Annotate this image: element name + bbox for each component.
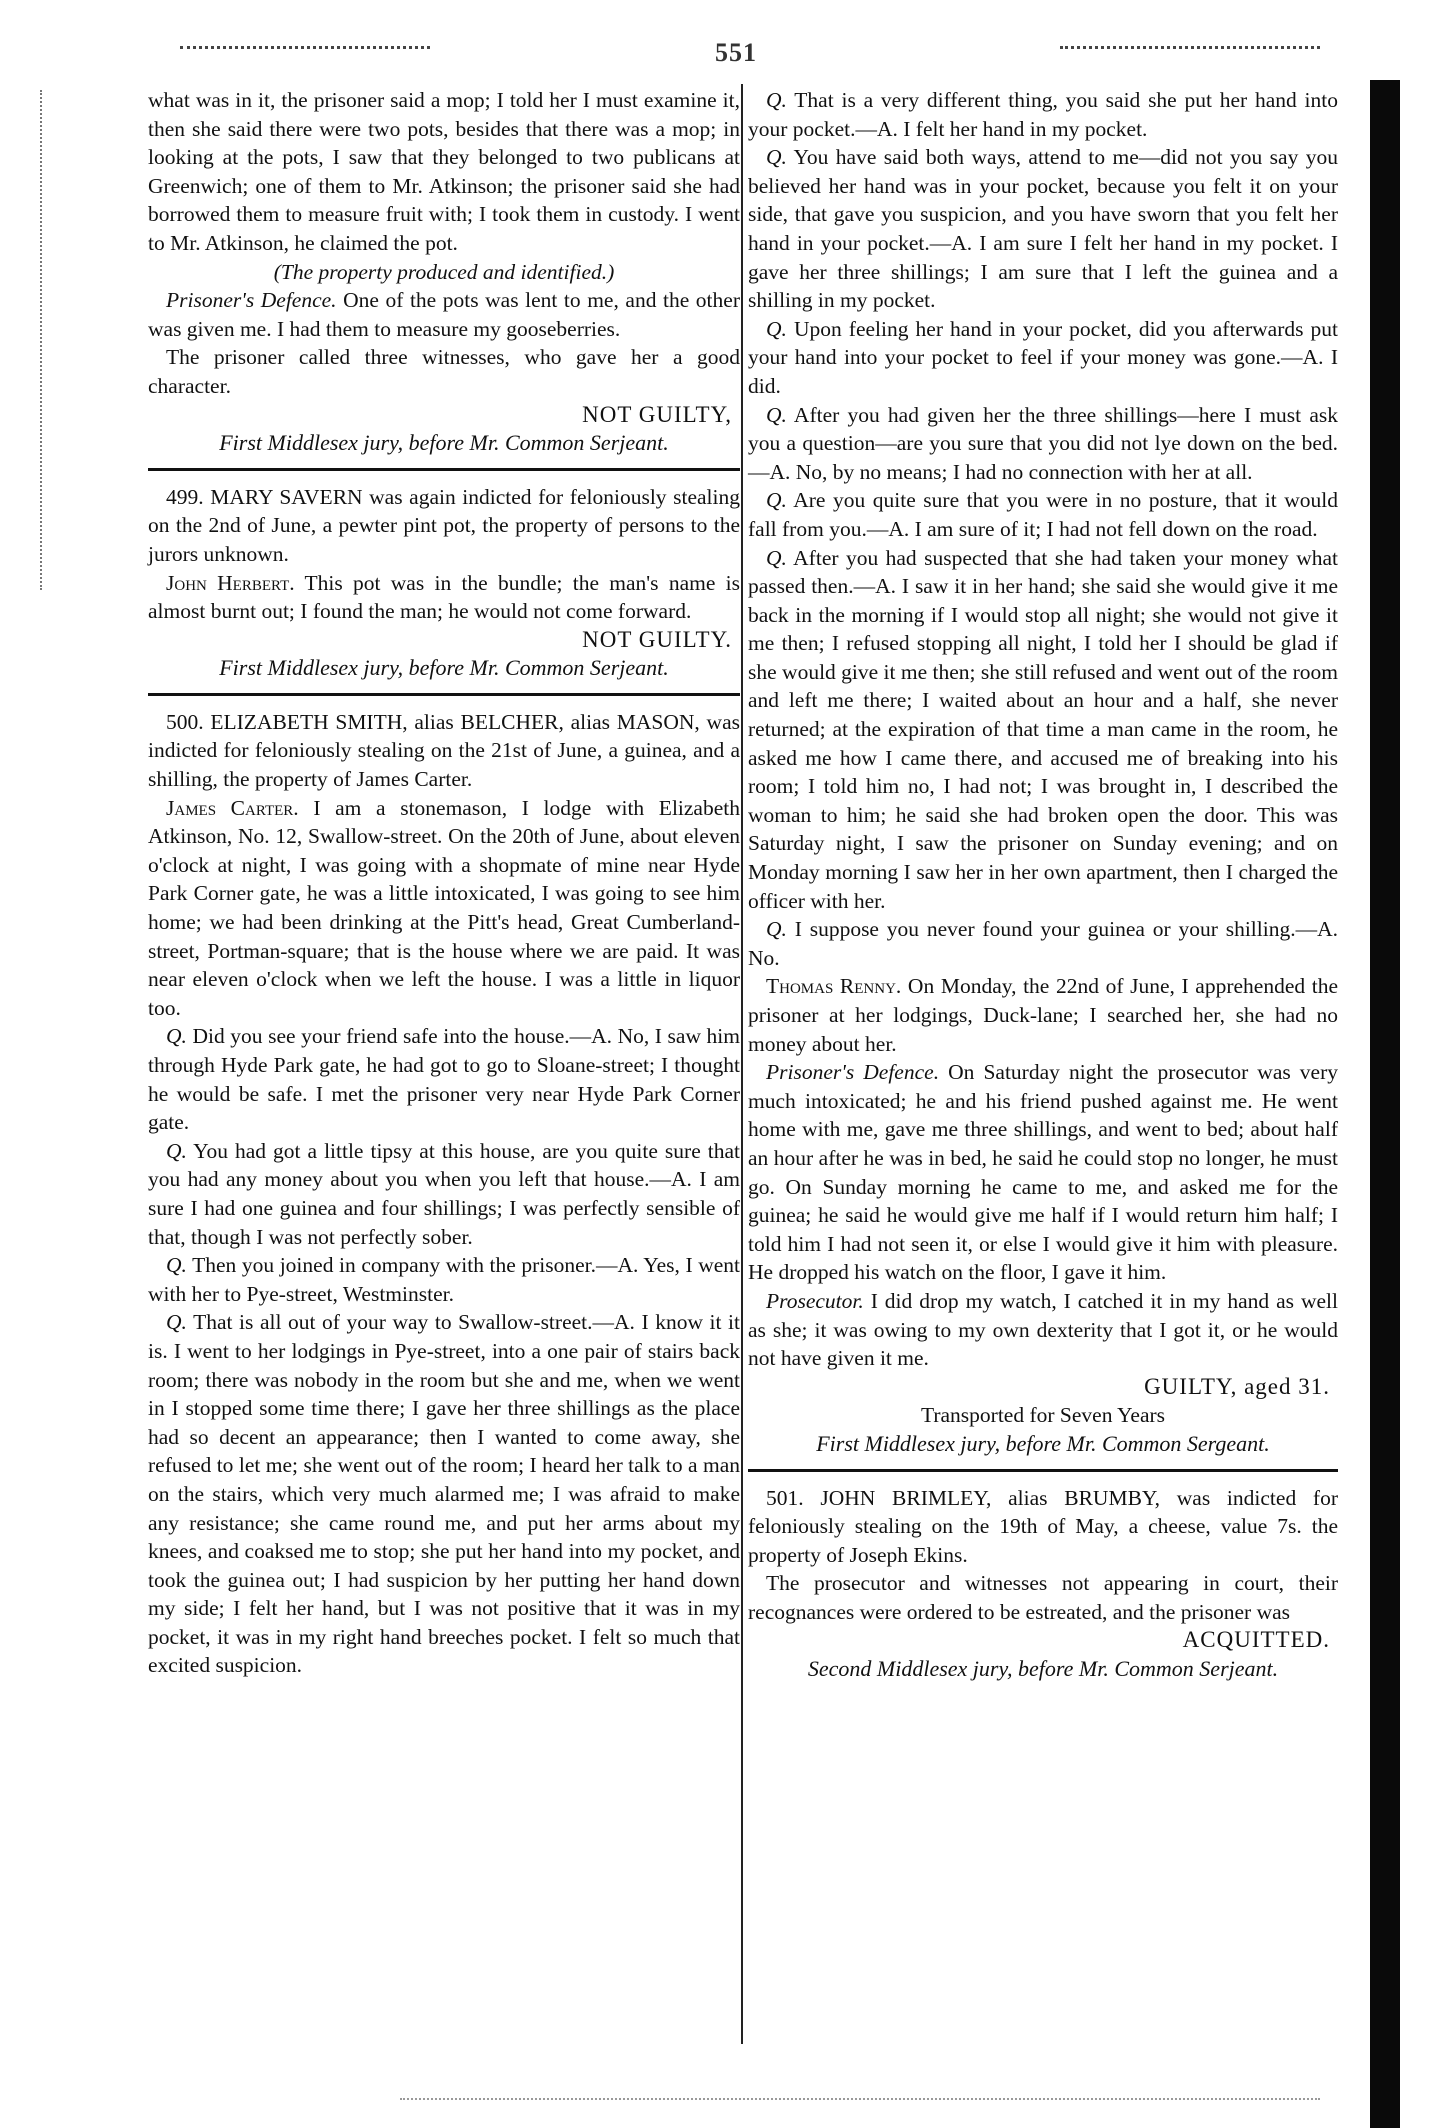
section-separator — [748, 1469, 1338, 1472]
paragraph-text: That is all out of your way to Swallow-street.—A. I know it it is. I went to her lodgings in Pye-street, into a one pair of stairs back room; there was nobody in the room but she and me, when we went in I stopped some time there; I gave her three shillings as the place had so decent an appearance; then I wanted to come away, she refused to let me; she went out of the room; I heard her talk to a man on the stairs, which very much alarmed me; I was afraid to make any resistance; she came round me, and put her arms about my knees, and coaksed me to stop; she put her hand into my pocket, and took the guinea out; I had suspicion by her putting her hand down my side; I felt her hand, but I was not positive that it was in my pocket, it was in my right hand breeches pocket. I felt so much that excited suspicion. — [148, 1310, 740, 1678]
page-header — [170, 38, 1330, 72]
paragraph — [148, 1022, 740, 1136]
paragraph-text: NOT GUILTY, — [582, 401, 732, 427]
paragraph-text: Then you joined in company with the prisoner.—A. Yes, I went with her to Pye-street, Westminster. — [148, 1253, 740, 1306]
header-running-title-left — [180, 46, 430, 59]
paragraph — [748, 1401, 1338, 1430]
paragraph — [148, 1308, 740, 1680]
paragraph-text: Second Middlesex jury, before Mr. Common Serjeant. — [807, 1656, 1279, 1682]
paragraph — [148, 343, 740, 400]
paragraph-text: Did you see your friend safe into the house.—A. No, I saw him through Hyde Park gate, he had got to go to Sloane-street; I thought he would be safe. I met the prisoner very near Hyde Park Corner gate. — [148, 1024, 740, 1135]
margin-marks — [40, 90, 46, 590]
paragraph-text: Upon feeling her hand in your pocket, did you afterwards put your hand into your pocket to feel if your money was gone.—A. I did. — [748, 316, 1338, 398]
paragraph-text: This pot was in the bundle; the man's name is almost burnt out; I found the man; he would not come forward. — [148, 570, 740, 624]
verdict — [148, 401, 740, 430]
speaker-label: John Herbert. — [166, 570, 295, 595]
paragraph-text: First Middlesex jury, before Mr. Common Serjeant. — [219, 655, 669, 681]
jury-note — [148, 654, 740, 683]
speaker-label: Prisoner's Defence. — [766, 1060, 940, 1085]
paragraph-text: 500. ELIZABETH SMITH, alias BELCHER, alias MASON, was indicted for feloniously stealing on the 21st of June, a guinea, and a shilling, the property of James Carter. — [148, 709, 740, 792]
left-column — [148, 86, 740, 1680]
jury-note — [148, 429, 740, 458]
paragraph-text: On Monday, the 22nd of June, I apprehended the prisoner at her lodgings, Duck-lane; I searched her, she had no money about her. — [748, 974, 1338, 1056]
paragraph — [148, 794, 740, 1023]
paragraph-text: You had got a little tipsy at this house, are you quite sure that you had any money about you when you left that house.—A. I am sure I had one guinea and four shillings; I was perfectly sensible of that, though I was not perfectly sober. — [148, 1138, 740, 1249]
paragraph — [748, 1569, 1338, 1626]
paragraph-text: 501. JOHN BRIMLEY, alias BRUMBY, was indicted for feloniously stealing on the 19th of May, a cheese, value 7s. the property of Joseph Ekins. — [748, 1485, 1338, 1567]
speaker-label: Q. — [766, 545, 787, 570]
paragraph — [148, 708, 740, 794]
paragraph — [148, 86, 740, 258]
speaker-label: Q. — [766, 88, 787, 112]
paragraph-text: After you had given her the three shillings—here I must ask you a question—are you sure that you did not lye down on the bed.—A. No, by no means; I had no connection with her at all. — [748, 402, 1338, 484]
header-running-title-right — [1060, 46, 1320, 59]
paragraph-text: On Saturday night the prosecutor was very much intoxicated; he and his friend pushed against me. He went home with me, gave me three shillings, and went to bed; about half an hour after he was in bed, he said he could stop no longer, he must go. On Sunday morning he came to me, and asked me for the guinea; he said he would give me half if I would return him half; I told him I had not seen it, or else I would give it him with pleasure. He dropped his watch on the floor, I gave it him. — [748, 1060, 1338, 1285]
paragraph — [748, 315, 1338, 401]
section-separator — [148, 693, 740, 696]
speaker-label: Thomas Renny. — [766, 974, 902, 999]
jury-note — [748, 1430, 1338, 1459]
section-separator — [148, 468, 740, 471]
speaker-label: Q. — [166, 1138, 187, 1163]
speaker-label: Q. — [166, 1253, 187, 1278]
speaker-label: Prisoner's Defence. — [166, 288, 337, 313]
paragraph-text: First Middlesex jury, before Mr. Common Sergeant. — [816, 1430, 1270, 1456]
jury-note — [748, 1655, 1338, 1684]
paragraph-text: One of the pots was lent to me, and the other was given me. I had them to measure my gooseberries. — [148, 288, 740, 341]
paragraph-text: I suppose you never found your guinea or your shilling.—A. No. — [748, 917, 1338, 970]
verdict — [748, 1373, 1338, 1402]
scan-noise — [400, 2098, 1320, 2108]
paragraph — [748, 915, 1338, 972]
paragraph — [148, 1137, 740, 1251]
paragraph-text: The prisoner called three witnesses, who gave her a good character. — [148, 345, 740, 398]
paragraph — [748, 1287, 1338, 1373]
speaker-label: Q. — [166, 1310, 187, 1335]
paragraph — [748, 1058, 1338, 1287]
page-edge-shadow — [1370, 80, 1400, 2128]
paragraph — [748, 401, 1338, 487]
paragraph-text: First Middlesex jury, before Mr. Common Serjeant. — [219, 430, 669, 456]
paragraph — [148, 483, 740, 569]
speaker-label: Q. — [766, 316, 787, 341]
paragraph-text: Are you quite sure that you were in no posture, that it would fall from you.—A. I am sure of it; I had not fell down on the road. — [748, 488, 1338, 541]
paragraph-text: You have said both ways, attend to me—did not you say you believed her hand was in your pocket, because you felt it on your side, that gave you suspicion, and you have sworn that you felt her hand in your pocket.—A. I am sure I felt her hand in my pocket. I gave her three shillings; I am sure that I left the guinea and a shilling in my pocket. — [748, 145, 1338, 313]
paragraph — [148, 1251, 740, 1308]
paragraph-text: The prosecutor and witnesses not appearing in court, their recognances were ordered to be estreated, and the prisoner was — [748, 1571, 1338, 1624]
paragraph — [148, 286, 740, 343]
paragraph-text: I am a stonemason, I lodge with Elizabeth Atkinson, No. 12, Swallow-street. On the 20th of June, about eleven o'clock at night, I was going with a shopmate of mine near Hyde Park Corner gate, he was a little intoxicated, I was going to see him home; we had been drinking at the Pitt's head, Great Cumberland-street, Portman-square; that is the house where we are paid. It was near eleven o'clock when we left the house. I was a little in liquor too. — [148, 795, 740, 1020]
paragraph-text: Transported for Seven Years — [920, 1403, 1166, 1428]
speaker-label: Q. — [766, 145, 787, 170]
paragraph — [748, 972, 1338, 1058]
paragraph — [748, 1484, 1338, 1570]
speaker-label: James Carter. — [166, 795, 299, 820]
paragraph-text: 499. MARY SAVERN was again indicted for feloniously stealing on the 2nd of June, a pewter pint pot, the property of persons to the jurors unknown. — [148, 484, 740, 566]
paragraph-text: GUILTY, aged 31. — [1144, 1373, 1330, 1399]
speaker-label: Q. — [766, 488, 787, 513]
speaker-label: Prosecutor. — [766, 1288, 864, 1313]
paragraph — [148, 258, 740, 287]
page-number: 551 — [715, 38, 757, 67]
right-column — [748, 86, 1338, 1684]
column-divider — [741, 84, 743, 2044]
paragraph — [748, 143, 1338, 315]
paragraph-text: After you had suspected that she had taken your money what passed then.—A. I saw it in her hand; she said she would give it me back in the morning if I would stop all night; she would not give it me then; I refused stopping all night, I told her I should be glad if she would give it me then; she still refused and went out of the room and left me there; I waited about an hour and a half, she never returned; at the expiration of that time a man came in the room, he asked me how I came there, and accused me of breaking into his room; I told him no, I had not; I was brought in, I described the woman to him; he said she had broken open the door. This was Saturday night, I saw the prisoner on Sunday evening; and on Monday morning I saw her in her own apartment, then I charged the officer with her. — [748, 545, 1338, 913]
paragraph-text: what was in it, the prisoner said a mop; I told her I must examine it, then she said there were two pots, besides that there was a mop; in looking at the pots, I saw that they belonged to two publicans at Greenwich; one of them to Mr. Atkinson; the prisoner said she had borrowed them to measure fruit with; I took them in custody. I went to Mr. Atkinson, he claimed the pot. — [148, 88, 740, 255]
paragraph — [748, 86, 1338, 143]
verdict — [748, 1626, 1338, 1655]
paragraph — [748, 486, 1338, 543]
paragraph-text: That is a very different thing, you said she put her hand into your pocket.—A. I felt her hand in my pocket. — [748, 88, 1338, 141]
paragraph — [148, 569, 740, 626]
speaker-label: Q. — [766, 917, 787, 942]
speaker-label: Q. — [166, 1024, 187, 1049]
verdict — [148, 626, 740, 655]
paragraph-text: (The property produced and identified.) — [273, 259, 615, 284]
paragraph — [748, 544, 1338, 916]
paragraph-text: NOT GUILTY. — [582, 626, 732, 652]
paragraph-text: ACQUITTED. — [1182, 1627, 1330, 1653]
speaker-label: Q. — [766, 402, 787, 427]
paragraph-text: I did drop my watch, I catched it in my hand as well as she; it was owing to my own dexterity that I got it, or he would not have given it me. — [748, 1288, 1338, 1371]
